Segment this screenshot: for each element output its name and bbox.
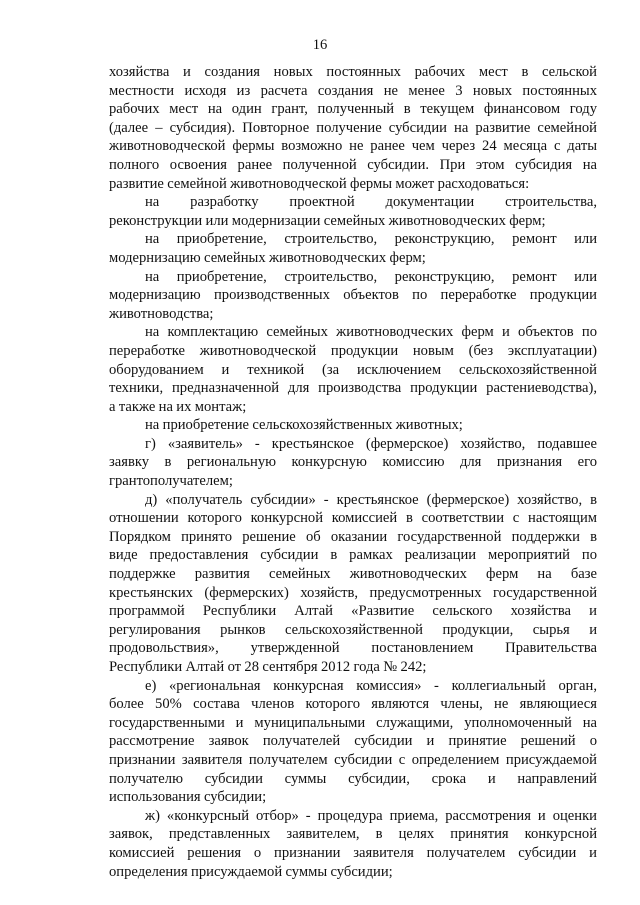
text-line: реконструкции или модернизации семейных животноводческих ферм;	[109, 212, 546, 229]
text-line: оборудованием и техникой (за исключением сельскохозяйственной	[109, 361, 597, 378]
text-line: модернизацию семейных животноводческих ферм;	[109, 249, 426, 266]
document-body	[109, 63, 597, 881]
text-line: признании заявителя получателем субсидии с определением присуждаемой	[109, 751, 597, 768]
text-line: Порядком принято решение об оказании государственной поддержки в	[109, 528, 597, 545]
paragraph	[109, 63, 597, 193]
text-line: рабочих мест на один грант, полученный в текущем финансовом году	[109, 101, 597, 118]
text-line: животноводства;	[109, 305, 214, 322]
text-line: е) «региональная конкурсная комиссия» - коллегиальный орган,	[145, 677, 597, 694]
text-line: грантополучателем;	[109, 473, 233, 490]
text-line: на приобретение, строительство, реконструкцию, ремонт или	[145, 231, 597, 248]
text-line: более 50% состава членов которого являются члены, не являющиеся	[109, 696, 597, 713]
text-line: заявку в региональную конкурсную комиссию для признания его	[109, 454, 597, 471]
text-line: местности исходя из расчета создания не менее 3 новых постоянных	[109, 82, 597, 99]
text-line: использования субсидии;	[109, 789, 267, 806]
text-line: отношении которого конкурсной комиссией в соответствии с настоящим	[109, 510, 597, 527]
paragraph	[109, 193, 597, 230]
text-line: модернизацию производственных объектов по переработке продукции	[109, 287, 597, 304]
paragraph	[109, 416, 597, 435]
text-line: заявок, представленных заявителем, в целях принятия конкурсной	[109, 826, 597, 843]
text-line: животноводческой фермы возможно не ранее чем через 24 месяца с даты	[109, 138, 597, 155]
text-line: государственными и муниципальными служащими, уполномоченный на	[109, 714, 597, 731]
text-line: (далее – субсидия). Повторное получение субсидии на развитие семейной	[109, 119, 597, 136]
paragraph	[109, 807, 597, 881]
text-line: ж) «конкурсный отбор» - процедура приема, рассмотрения и оценки	[145, 807, 597, 824]
text-line: на приобретение, строительство, реконструкцию, ремонт или	[145, 268, 597, 285]
text-line: переработке животноводческой продукции новым (без эксплуатации)	[109, 342, 597, 359]
text-line: регулирования рынков сельскохозяйственной продукции, сырья и	[109, 621, 597, 638]
paragraph	[109, 323, 597, 416]
text-line: а также на их монтаж;	[109, 398, 247, 415]
paragraph	[109, 435, 597, 491]
text-line: продовольствия», утвержденной постановлением Правительства	[109, 640, 597, 657]
text-line: поддержке развития семейных животноводческих ферм на базе	[109, 566, 597, 583]
paragraph	[109, 491, 597, 677]
text-line: получателю субсидии суммы субсидии, срока и направлений	[109, 770, 597, 787]
text-line: на приобретение сельскохозяйственных животных;	[145, 417, 463, 434]
text-line: рассмотрение заявок получателей субсидии и принятие решений о	[109, 733, 597, 750]
text-line: полного освоения ранее полученной субсидии. При этом субсидия на	[109, 156, 597, 173]
text-line: развитие семейной животноводческой фермы может расходоваться:	[109, 175, 530, 192]
text-line: хозяйства и создания новых постоянных рабочих мест в сельской	[109, 64, 597, 80]
text-line: программой Республики Алтай «Развитие сельского хозяйства и	[109, 603, 597, 620]
paragraph	[109, 268, 597, 324]
text-line: крестьянских (фермерских) хозяйств, предусмотренных государственной	[109, 584, 597, 601]
page-number: 16	[312, 37, 328, 53]
text-line: определения присуждаемой суммы субсидии;	[109, 863, 393, 880]
text-line: техники, предназначенной для производства продукции растениеводства),	[109, 380, 597, 397]
text-line: д) «получатель субсидии» - крестьянское (фермерское) хозяйство, в	[145, 491, 597, 508]
text-line: на комплектацию семейных животноводческих ферм и объектов по	[145, 324, 597, 341]
text-line: виде предоставления субсидии в рамках реализации мероприятий по	[109, 547, 597, 564]
paragraph	[109, 230, 597, 267]
text-line: на разработку проектной документации строительства,	[145, 194, 597, 211]
paragraph	[109, 677, 597, 807]
text-line: Республики Алтай от 28 сентября 2012 года № 242;	[109, 659, 427, 675]
text-line: комиссией решения о признании заявителя получателем субсидии и	[109, 844, 597, 861]
text-line: г) «заявитель» - крестьянское (фермерское) хозяйство, подавшее	[145, 435, 597, 452]
